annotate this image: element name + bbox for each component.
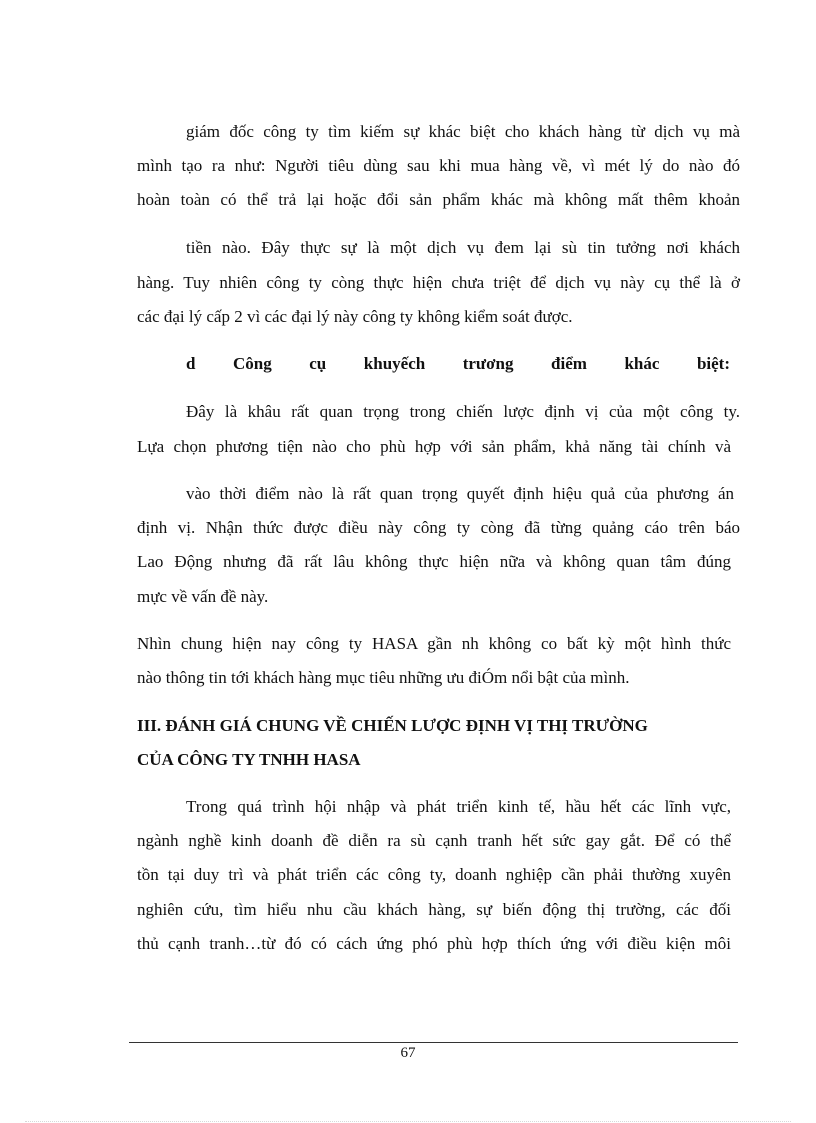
text-line: mực về vấn đề này. [137, 587, 269, 606]
text-line: vào thời điểm nào là rất quan trọng quyết định hiệu quả của phương án [186, 484, 734, 503]
text-line: các đại lý cấp 2 vì các đại lý này công ty không kiểm soát được. [137, 307, 573, 326]
text-line: ngành nghề kinh doanh đề diễn ra sù cạnh tranh hết sức gay gắt. Để có thể [137, 831, 731, 850]
page-number: 67 [400, 1045, 416, 1061]
text-line: Đây là khâu rất quan trọng trong chiến lược định vị của một công ty. [186, 402, 740, 421]
text-line: mình tạo ra như: Người tiêu dùng sau khi mua hàng về, vì mét lý do nào đó [137, 156, 740, 175]
text-line: Lao Động nhưng đã rất lâu không thực hiện nữa và không quan tâm đúng [137, 552, 731, 571]
section-title: CỦA CÔNG TY TNHH HASA [137, 750, 361, 769]
text-line: tiền nào. Đây thực sự là một dịch vụ đem lại sù tin tưởng nơi khách [186, 238, 740, 257]
footer-divider [129, 1042, 738, 1043]
text-line: hàng. Tuy nhiên công ty còng thực hiện chưa triệt để dịch vụ này cụ thể là ở [137, 273, 740, 292]
text-line: Lựa chọn phương tiện nào cho phù hợp với sản phẩm, khả năng tài chính và [137, 437, 731, 456]
subheading: d Công cụ khuyếch trương điểm khác biệt: [186, 354, 730, 373]
text-line: hoàn toàn có thể trả lại hoặc đổi sản phẩm khác mà không mất thêm khoản [137, 190, 740, 209]
text-line: định vị. Nhận thức được điều này công ty còng đã từng quảng cáo trên báo [137, 518, 740, 537]
section-title: III. ĐÁNH GIÁ CHUNG VỀ CHIẾN LƯỢC ĐỊNH VỊ THỊ TRƯỜNG [137, 716, 648, 735]
text-line: Nhìn chung hiện nay công ty HASA gần nh không co bất kỳ một hình thức [137, 634, 731, 653]
text-line: thủ cạnh tranh…từ đó có cách ứng phó phù hợp thích ứng với điều kiện môi [137, 934, 731, 953]
text-line: tồn tại duy trì và phát triển các công ty, doanh nghiệp cần phải thường xuyên [137, 865, 731, 884]
text-line: nào thông tin tới khách hàng mục tiêu những ưu điÓm nổi bật của mình. [137, 668, 630, 687]
text-line: giám đốc công ty tìm kiếm sự khác biệt cho khách hàng từ dịch vụ mà [186, 122, 740, 141]
page-edge-divider [25, 1121, 791, 1122]
text-line: nghiên cứu, tìm hiểu nhu cầu khách hàng, sự biến động thị trường, các đối [137, 900, 731, 919]
text-line: Trong quá trình hội nhập và phát triển kinh tế, hầu hết các lĩnh vực, [186, 797, 731, 816]
